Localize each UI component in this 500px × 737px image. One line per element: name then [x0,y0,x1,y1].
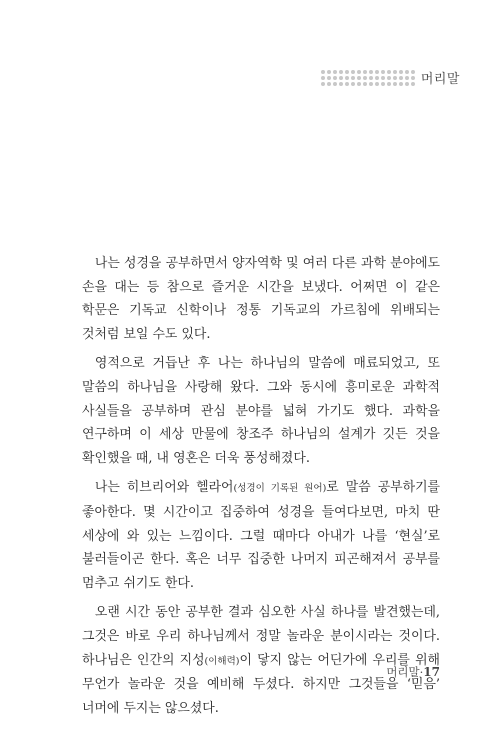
chapter-title: 머리말 [420,72,460,87]
ornament-dot [327,76,331,80]
ornament-dot [339,70,343,74]
paragraph-4-text-b: 이 닿지 않는 어딘가에 우리를 위해 무언가 놀라운 것을 예비해 두셨다. 하지만 그것들을 ‘믿음’ 너머에 두지는 않으셨다. [82,652,440,716]
ornament-dot [375,82,379,86]
ornament-dot [321,82,325,86]
ornament-dot [327,82,331,86]
page-footer [386,664,440,680]
ornament-dot [405,70,409,74]
paragraph-2: 영적으로 거듭난 후 나는 하나님의 말씀에 매료되었고, 또 말씀의 하나님을 사랑해 왔다. 그와 동시에 흥미로운 과학적 사실들을 공부하며 관심 분야를 넓혀 가기도 했다. 과학을 연구하며 이 세상 만물에 창조주 하나님의 설계가 깃든 것을 확인했을 때, 내 영혼은 더욱 풍성해졌다. [82,356,440,466]
ornament-dot [393,82,397,86]
ornament-dot [333,70,337,74]
ornament-dot [399,70,403,74]
ornament-dot [321,76,325,80]
ornament-dot [387,82,391,86]
running-header [321,68,460,87]
ornament-dot [327,70,331,74]
ornament-dot [405,82,409,86]
ornament-dot [393,76,397,80]
ornament-dot [351,70,355,74]
ornament-dot [333,76,337,80]
ornament-dot [411,70,415,74]
paragraph-3-text-b: 로 말씀 공부하기를 좋아한다. 몇 시간이고 집중하여 성경을 들여다보면, 마치 딴 세상에 와 있는 느낌이다. 그럴 때마다 아내가 나를 ‘현실’로 불러들이곤 한다. 혹은 너무 집중한 나머지 피곤해져서 공부를 멈추고 쉬기도 한다. [82,480,440,591]
ornament-dot [345,76,349,80]
dot-grid-icon [321,70,415,86]
ornament-dot [393,70,397,74]
ornament-dot [345,70,349,74]
ornament-dot [363,70,367,74]
ornament-dot [339,76,343,80]
paragraph-4 [82,601,440,720]
ornament-dot [375,76,379,80]
paragraph-3-text-a: 나는 히브리어와 헬라어 [94,480,234,496]
ornament-dot [387,70,391,74]
ornament-dot [363,82,367,86]
ornament-dot [357,82,361,86]
paragraph-1: 나는 성경을 공부하면서 양자역학 및 여러 다른 과학 분야에도 손을 대는 등 참으로 즐거운 시간을 보냈다. 어쩌면 이 같은 학문은 기독교 신학이나 정통 기독교의 가르침에 위배되는 것처럼 보일 수도 있다. [82,256,440,342]
body-text [82,252,440,726]
footer-label: 머리말 [386,665,420,679]
paragraph-3 [82,476,440,595]
ornament-dot [411,76,415,80]
ornament-dot [321,70,325,74]
ornament-dot [387,76,391,80]
ornament-dot [381,76,385,80]
ornament-dot [381,82,385,86]
ornament-dot [381,70,385,74]
ornament-dot [339,82,343,86]
ornament-dot [351,82,355,86]
ornament-dot [351,76,355,80]
ornament-dot [399,76,403,80]
ornament-dot [369,82,373,86]
ornament-dot [399,82,403,86]
ornament-dot [405,76,409,80]
ornament-dot [369,70,373,74]
ornament-dot [333,82,337,86]
ornament-dot [363,76,367,80]
paragraph-4-text-a: 오랜 시간 동안 공부한 결과 심오한 사실 하나를 발견했는데, 그것은 바로 우리 하나님께서 정말 놀라운 분이시라는 것이다. 하나님은 인간의 지성 [82,605,440,668]
ornament-dot [357,76,361,80]
paragraph-4-note: (이해력) [204,655,240,667]
ornament-dot [411,82,415,86]
page-number: 17 [423,665,440,679]
ornament-dot [375,70,379,74]
footer-separator: · [419,665,424,679]
ornament-dot [357,70,361,74]
paragraph-3-note: (성경이 기록된 원어) [233,483,327,495]
ornament-dot [345,82,349,86]
ornament-dot [369,76,373,80]
